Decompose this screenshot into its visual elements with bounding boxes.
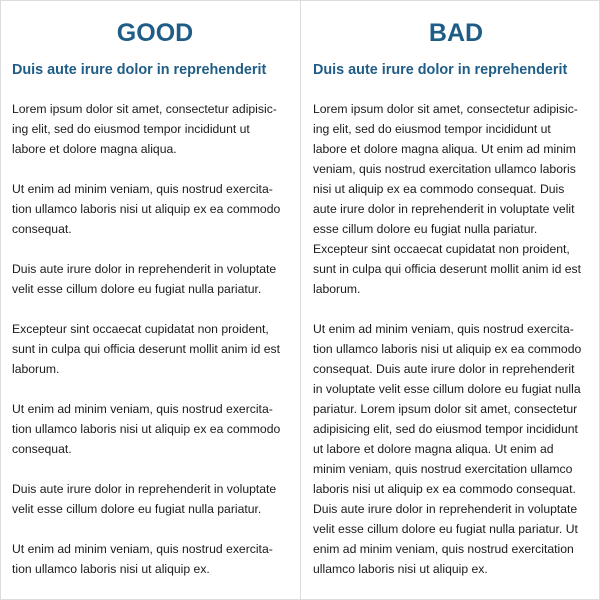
good-title: GOOD	[116, 19, 194, 47]
bad-paragraphs	[313, 99, 595, 599]
column-divider	[300, 1, 301, 599]
good-heading: Duis aute irure dolor in reprehenderit	[12, 62, 267, 78]
good-paragraph-4: Excepteur sint occaecat cupidatat non proident, sunt in culpa qui officia deserunt mollit anim id est laborum.	[12, 322, 281, 376]
good-paragraph-7: Ut enim ad minim veniam, quis nostrud exercita- tion ullamco laboris nisi ut aliquip ex.	[12, 542, 273, 576]
good-paragraph-6: Duis aute irure dolor in reprehenderit in voluptate velit esse cillum dolore eu fugiat nulla pariatur.	[12, 482, 277, 516]
bad-title: BAD	[428, 19, 484, 47]
good-paragraph-1: Lorem ipsum dolor sit amet, consectetur adipisic- ing elit, sed do eiusmod tempor incididunt ut labore et dolore magna aliqua.	[12, 102, 277, 156]
good-paragraph-3: Duis aute irure dolor in reprehenderit in voluptate velit esse cillum dolore eu fugiat nulla pariatur.	[12, 262, 277, 296]
good-paragraph-5: Ut enim ad minim veniam, quis nostrud exercita- tion ullamco laboris nisi ut aliquip ex ea commodo consequat.	[12, 402, 281, 456]
good-paragraphs	[12, 99, 294, 599]
bad-paragraph-2: Ut enim ad minim veniam, quis nostrud exercita- tion ullamco laboris nisi ut aliquip ex ea commodo consequat. Duis aute irure dolor in reprehenderit in voluptate velit esse cillum dolore eu fugiat nulla pariatur. Lorem ipsum dolor sit amet, consectetur adipisicing elit, sed do eiusmod tempor incididunt ut labore et dolore magna aliqua. Ut enim ad minim veniam, quis nostrud exercitation ullamco laboris nisi ut aliquip ex ea commodo consequat. Duis aute irure dolor in reprehenderit in voluptate velit esse cillum dolore eu fugiat nulla pariatur. Ut enim ad minim veniam, quis nostrud exercitation ullamco laboris nisi ut aliquip ex.	[313, 322, 582, 576]
bad-paragraph-1: Lorem ipsum dolor sit amet, consectetur adipisic- ing elit, sed do eiusmod tempor incididunt ut labore et dolore magna aliqua. Ut enim ad minim veniam, quis nostrud exercitation ullamco laboris nisi ut aliquip ex ea commodo consequat. Duis aute irure dolor in reprehenderit in voluptate velit esse cillum dolore eu fugiat nulla pariatur. Excepteur sint occaecat cupidatat non proident, sunt in culpa qui officia deserunt mollit anim id est laborum.	[313, 102, 582, 296]
good-paragraph-2: Ut enim ad minim veniam, quis nostrud exercita- tion ullamco laboris nisi ut aliquip ex ea commodo consequat.	[12, 182, 281, 236]
bad-heading: Duis aute irure dolor in reprehenderit	[313, 62, 568, 78]
